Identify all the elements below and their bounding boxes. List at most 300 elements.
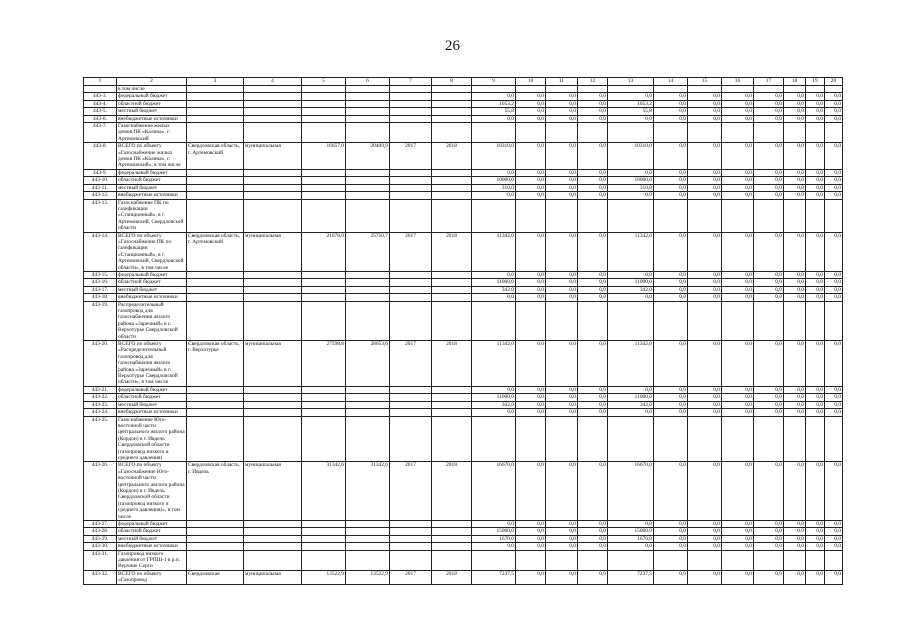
cell-c12: 0,0	[578, 184, 608, 191]
cell-level	[244, 169, 302, 176]
cell-c11	[546, 123, 578, 143]
cell-c17: 0,0	[754, 528, 784, 535]
cell-c7	[390, 86, 432, 93]
cell-c8	[432, 169, 472, 176]
cell-c20	[825, 416, 843, 462]
cell-n: 443-14.	[84, 232, 117, 271]
cell-c20	[825, 86, 843, 93]
cell-c16	[722, 550, 754, 570]
cell-c13: 7237,5	[608, 570, 654, 584]
cell-region	[187, 550, 244, 570]
cell-c10: 0,0	[516, 401, 546, 408]
header-cell: 15	[688, 78, 722, 86]
cell-c19: 0,0	[806, 108, 825, 115]
cell-c12	[578, 199, 608, 232]
cell-c9	[472, 416, 516, 462]
cell-c9: 0,0	[472, 409, 516, 416]
cell-c20: 0,0	[825, 143, 843, 170]
cell-c19: 0,0	[806, 184, 825, 191]
cell-c8	[432, 279, 472, 286]
cell-level: муниципальная	[244, 143, 302, 170]
cell-c9: 1053,2	[472, 100, 516, 107]
cell-c6	[346, 108, 390, 115]
cell-c16: 0,0	[722, 93, 754, 100]
cell-c14	[654, 86, 688, 93]
cell-name: внебюджетные источники	[117, 543, 187, 550]
cell-c17: 0,0	[754, 401, 784, 408]
cell-c18: 0,0	[784, 93, 806, 100]
cell-c8	[432, 521, 472, 528]
cell-region	[187, 535, 244, 542]
cell-c7	[390, 177, 432, 184]
cell-c11: 0,0	[546, 521, 578, 528]
cell-region	[187, 115, 244, 122]
cell-level	[244, 279, 302, 286]
cell-c7	[390, 123, 432, 143]
cell-c12: 0,0	[578, 462, 608, 521]
cell-n: 443-23.	[84, 401, 117, 408]
cell-region	[187, 169, 244, 176]
cell-c19: 0,0	[806, 177, 825, 184]
cell-c12: 0,0	[578, 521, 608, 528]
cell-c5	[302, 271, 346, 278]
cell-c10: 0,0	[516, 543, 546, 550]
cell-c11	[546, 301, 578, 340]
cell-c13: 16670,0	[608, 462, 654, 521]
cell-c16: 0,0	[722, 184, 754, 191]
cell-c13: 11342,0	[608, 341, 654, 387]
cell-c15: 0,0	[688, 528, 722, 535]
cell-n: 443-24.	[84, 409, 117, 416]
cell-c5	[302, 394, 346, 401]
cell-c10: 0,0	[516, 409, 546, 416]
cell-c19	[806, 550, 825, 570]
cell-c16: 0,0	[722, 192, 754, 199]
cell-region	[187, 100, 244, 107]
cell-name: Газоснабжение жилых домов ПК «Калина», г. Артемовский	[117, 123, 187, 143]
cell-level	[244, 401, 302, 408]
cell-n: 443-5.	[84, 108, 117, 115]
table-row	[84, 169, 843, 176]
cell-c15: 0,0	[688, 271, 722, 278]
cell-c8	[432, 416, 472, 462]
cell-c19: 0,0	[806, 271, 825, 278]
table-body	[84, 78, 843, 585]
cell-c18: 0,0	[784, 394, 806, 401]
cell-c12: 0,0	[578, 169, 608, 176]
cell-c9: 10000,0	[472, 177, 516, 184]
cell-c20	[825, 301, 843, 340]
cell-c12: 0,0	[578, 192, 608, 199]
cell-c14: 0,0	[654, 570, 688, 584]
table-row	[84, 462, 843, 521]
header-cell: 1	[84, 78, 117, 86]
cell-c12: 0,0	[578, 100, 608, 107]
cell-c10: 0,0	[516, 294, 546, 301]
table-row	[84, 521, 843, 528]
cell-c5	[302, 294, 346, 301]
cell-level: муниципальная	[244, 341, 302, 387]
cell-c11: 0,0	[546, 177, 578, 184]
cell-c10: 0,0	[516, 535, 546, 542]
cell-c9: 0,0	[472, 294, 516, 301]
cell-c20: 0,0	[825, 192, 843, 199]
cell-c20: 0,0	[825, 570, 843, 584]
cell-c13: 10310,0	[608, 143, 654, 170]
cell-c6	[346, 86, 390, 93]
cell-c8	[432, 528, 472, 535]
cell-c6	[346, 115, 390, 122]
cell-c20: 0,0	[825, 409, 843, 416]
cell-c10: 0,0	[516, 100, 546, 107]
cell-c16	[722, 199, 754, 232]
cell-c13	[608, 301, 654, 340]
cell-c17: 0,0	[754, 143, 784, 170]
cell-c13	[608, 550, 654, 570]
cell-c14: 0,0	[654, 286, 688, 293]
cell-c13: 0,0	[608, 294, 654, 301]
cell-c9	[472, 301, 516, 340]
cell-c15: 0,0	[688, 394, 722, 401]
cell-c8	[432, 394, 472, 401]
cell-name: ВСЕГО по объекту «Газопровод	[117, 570, 187, 584]
cell-n: 443-17.	[84, 286, 117, 293]
cell-c19: 0,0	[806, 570, 825, 584]
cell-name: местный бюджет	[117, 108, 187, 115]
cell-c14: 0,0	[654, 341, 688, 387]
cell-c7: 2017	[390, 462, 432, 521]
table-row	[84, 271, 843, 278]
cell-c11: 0,0	[546, 184, 578, 191]
cell-c14: 0,0	[654, 409, 688, 416]
cell-name: областной бюджет	[117, 528, 187, 535]
cell-c18: 0,0	[784, 341, 806, 387]
cell-c14: 0,0	[654, 192, 688, 199]
cell-c5: 27598,8	[302, 341, 346, 387]
cell-c20: 0,0	[825, 169, 843, 176]
cell-level	[244, 409, 302, 416]
cell-c6: 28053,6	[346, 341, 390, 387]
cell-c16: 0,0	[722, 528, 754, 535]
cell-name: федеральный бюджет	[117, 271, 187, 278]
cell-c10	[516, 199, 546, 232]
cell-c17: 0,0	[754, 294, 784, 301]
cell-c20: 0,0	[825, 93, 843, 100]
cell-c6	[346, 301, 390, 340]
cell-c6	[346, 192, 390, 199]
cell-c11: 0,0	[546, 143, 578, 170]
cell-level	[244, 386, 302, 393]
cell-level	[244, 100, 302, 107]
cell-c13: 342,0	[608, 401, 654, 408]
cell-c17: 0,0	[754, 535, 784, 542]
table-row	[84, 184, 843, 191]
cell-c13: 0,0	[608, 271, 654, 278]
table-row	[84, 550, 843, 570]
cell-c10: 0,0	[516, 521, 546, 528]
cell-c18: 0,0	[784, 535, 806, 542]
table-row	[84, 543, 843, 550]
cell-c14: 0,0	[654, 528, 688, 535]
cell-level: муниципальная	[244, 232, 302, 271]
cell-c16: 0,0	[722, 177, 754, 184]
cell-c17: 0,0	[754, 543, 784, 550]
cell-c18: 0,0	[784, 543, 806, 550]
cell-c17: 0,0	[754, 184, 784, 191]
cell-c8	[432, 192, 472, 199]
cell-c6	[346, 543, 390, 550]
cell-c5	[302, 123, 346, 143]
cell-level	[244, 108, 302, 115]
table-row	[84, 115, 843, 122]
cell-c12: 0,0	[578, 386, 608, 393]
cell-region	[187, 184, 244, 191]
cell-c17: 0,0	[754, 286, 784, 293]
cell-c15: 0,0	[688, 192, 722, 199]
cell-c10: 0,0	[516, 177, 546, 184]
cell-c16: 0,0	[722, 462, 754, 521]
cell-c9: 1670,0	[472, 535, 516, 542]
cell-c11: 0,0	[546, 386, 578, 393]
cell-c9: 11342,0	[472, 341, 516, 387]
cell-c5: 21678,0	[302, 232, 346, 271]
cell-c19: 0,0	[806, 286, 825, 293]
cell-c17: 0,0	[754, 93, 784, 100]
cell-c5	[302, 115, 346, 122]
cell-c11: 0,0	[546, 462, 578, 521]
cell-c7	[390, 409, 432, 416]
cell-c12: 0,0	[578, 401, 608, 408]
cell-c16: 0,0	[722, 543, 754, 550]
cell-c10: 0,0	[516, 143, 546, 170]
table-row	[84, 100, 843, 107]
cell-c5: 31342,6	[302, 462, 346, 521]
cell-region	[187, 416, 244, 462]
cell-c5	[302, 543, 346, 550]
cell-region	[187, 301, 244, 340]
header-cell: 10	[516, 78, 546, 86]
cell-c15: 0,0	[688, 286, 722, 293]
cell-c15: 0,0	[688, 108, 722, 115]
cell-c11: 0,0	[546, 108, 578, 115]
cell-level: муниципальная	[244, 570, 302, 584]
cell-n: 443-9.	[84, 169, 117, 176]
cell-c19: 0,0	[806, 115, 825, 122]
cell-c9: 16670,0	[472, 462, 516, 521]
cell-c6	[346, 409, 390, 416]
cell-name: ВСЕГО по объекту «Газоснабжение жилых домов ПК «Калина», г. Артемовский», в том числе	[117, 143, 187, 170]
cell-c20: 0,0	[825, 521, 843, 528]
cell-c6	[346, 416, 390, 462]
header-cell: 18	[784, 78, 806, 86]
cell-c10: 0,0	[516, 271, 546, 278]
header-cell: 20	[825, 78, 843, 86]
cell-c18: 0,0	[784, 279, 806, 286]
cell-c7	[390, 169, 432, 176]
cell-c13: 0,0	[608, 115, 654, 122]
cell-c18	[784, 199, 806, 232]
cell-c5	[302, 301, 346, 340]
cell-c17: 0,0	[754, 521, 784, 528]
cell-c9: 11000,0	[472, 279, 516, 286]
cell-c9	[472, 550, 516, 570]
cell-n: 443-6.	[84, 115, 117, 122]
cell-c12: 0,0	[578, 409, 608, 416]
table-row	[84, 177, 843, 184]
cell-c16	[722, 416, 754, 462]
cell-c9: 0,0	[472, 169, 516, 176]
cell-c11: 0,0	[546, 543, 578, 550]
cell-c18: 0,0	[784, 232, 806, 271]
cell-c18: 0,0	[784, 570, 806, 584]
cell-n: 443-13.	[84, 199, 117, 232]
cell-c14: 0,0	[654, 543, 688, 550]
cell-level	[244, 294, 302, 301]
cell-region	[187, 409, 244, 416]
cell-c15: 0,0	[688, 409, 722, 416]
cell-c20: 0,0	[825, 401, 843, 408]
cell-c7	[390, 286, 432, 293]
cell-c7	[390, 192, 432, 199]
table-row	[84, 394, 843, 401]
cell-c11: 0,0	[546, 286, 578, 293]
cell-c6	[346, 93, 390, 100]
cell-level: муниципальная	[244, 462, 302, 521]
cell-name: ВСЕГО по объекту «Газоснабжение ПК по газификации «Станционный», в г. Артемовский, Свердловской области», в том числе	[117, 232, 187, 271]
cell-c20: 0,0	[825, 184, 843, 191]
cell-name: внебюджетные источники	[117, 409, 187, 416]
cell-c13: 15000,0	[608, 528, 654, 535]
cell-c8	[432, 115, 472, 122]
cell-name: областной бюджет	[117, 177, 187, 184]
cell-c18: 0,0	[784, 115, 806, 122]
cell-c19	[806, 199, 825, 232]
cell-c18: 0,0	[784, 108, 806, 115]
cell-level	[244, 550, 302, 570]
cell-c16: 0,0	[722, 386, 754, 393]
cell-c10: 0,0	[516, 169, 546, 176]
cell-c18: 0,0	[784, 401, 806, 408]
cell-c10	[516, 86, 546, 93]
cell-c17: 0,0	[754, 462, 784, 521]
cell-c8	[432, 550, 472, 570]
cell-c19: 0,0	[806, 279, 825, 286]
cell-c8	[432, 543, 472, 550]
cell-c8	[432, 286, 472, 293]
cell-c11	[546, 416, 578, 462]
cell-n: 443-30.	[84, 543, 117, 550]
cell-c13: 1670,0	[608, 535, 654, 542]
cell-c5	[302, 199, 346, 232]
cell-c14: 0,0	[654, 177, 688, 184]
cell-c20: 0,0	[825, 462, 843, 521]
cell-c19: 0,0	[806, 143, 825, 170]
cell-c6	[346, 535, 390, 542]
cell-c7	[390, 521, 432, 528]
cell-level	[244, 123, 302, 143]
cell-c12: 0,0	[578, 143, 608, 170]
cell-c14: 0,0	[654, 169, 688, 176]
cell-c15: 0,0	[688, 184, 722, 191]
cell-c14: 0,0	[654, 401, 688, 408]
cell-c8	[432, 401, 472, 408]
cell-n: 443-11.	[84, 184, 117, 191]
cell-region	[187, 294, 244, 301]
cell-c17: 0,0	[754, 232, 784, 271]
cell-c7	[390, 401, 432, 408]
cell-c12	[578, 86, 608, 93]
cell-c17: 0,0	[754, 386, 784, 393]
cell-c16: 0,0	[722, 279, 754, 286]
cell-c8	[432, 271, 472, 278]
cell-c19	[806, 86, 825, 93]
cell-c10	[516, 550, 546, 570]
cell-c8	[432, 108, 472, 115]
cell-c15: 0,0	[688, 100, 722, 107]
cell-level	[244, 271, 302, 278]
cell-c8	[432, 93, 472, 100]
header-cell: 14	[654, 78, 688, 86]
cell-c17: 0,0	[754, 108, 784, 115]
cell-c11: 0,0	[546, 192, 578, 199]
cell-c5	[302, 108, 346, 115]
cell-c18: 0,0	[784, 528, 806, 535]
cell-c6	[346, 123, 390, 143]
table-row	[84, 341, 843, 387]
cell-level	[244, 199, 302, 232]
cell-c14: 0,0	[654, 535, 688, 542]
cell-c10: 0,0	[516, 341, 546, 387]
cell-name: областной бюджет	[117, 279, 187, 286]
cell-c18	[784, 416, 806, 462]
cell-c8	[432, 535, 472, 542]
cell-c19: 0,0	[806, 528, 825, 535]
cell-n: 443-8.	[84, 143, 117, 170]
cell-c19: 0,0	[806, 169, 825, 176]
cell-c14	[654, 123, 688, 143]
cell-c5	[302, 177, 346, 184]
cell-c18: 0,0	[784, 271, 806, 278]
cell-c14: 0,0	[654, 100, 688, 107]
cell-region: Свердловская	[187, 570, 244, 584]
cell-c8	[432, 301, 472, 340]
cell-c12: 0,0	[578, 528, 608, 535]
cell-c12: 0,0	[578, 177, 608, 184]
cell-level	[244, 177, 302, 184]
cell-c11: 0,0	[546, 528, 578, 535]
cell-c12: 0,0	[578, 271, 608, 278]
cell-c16	[722, 86, 754, 93]
cell-c13: 0,0	[608, 386, 654, 393]
cell-region: Свердловская область, г. Ивдель	[187, 462, 244, 521]
cell-c14: 0,0	[654, 462, 688, 521]
table-row	[84, 93, 843, 100]
cell-c10: 0,0	[516, 528, 546, 535]
cell-c11: 0,0	[546, 570, 578, 584]
cell-c6	[346, 279, 390, 286]
cell-region	[187, 177, 244, 184]
cell-c13: 10000,0	[608, 177, 654, 184]
cell-c9: 11342,0	[472, 232, 516, 271]
cell-level	[244, 535, 302, 542]
header-cell: 5	[302, 78, 346, 86]
table-row	[84, 535, 843, 542]
cell-c13: 0,0	[608, 543, 654, 550]
cell-c7	[390, 535, 432, 542]
cell-level	[244, 192, 302, 199]
cell-c10: 0,0	[516, 286, 546, 293]
cell-c7	[390, 115, 432, 122]
